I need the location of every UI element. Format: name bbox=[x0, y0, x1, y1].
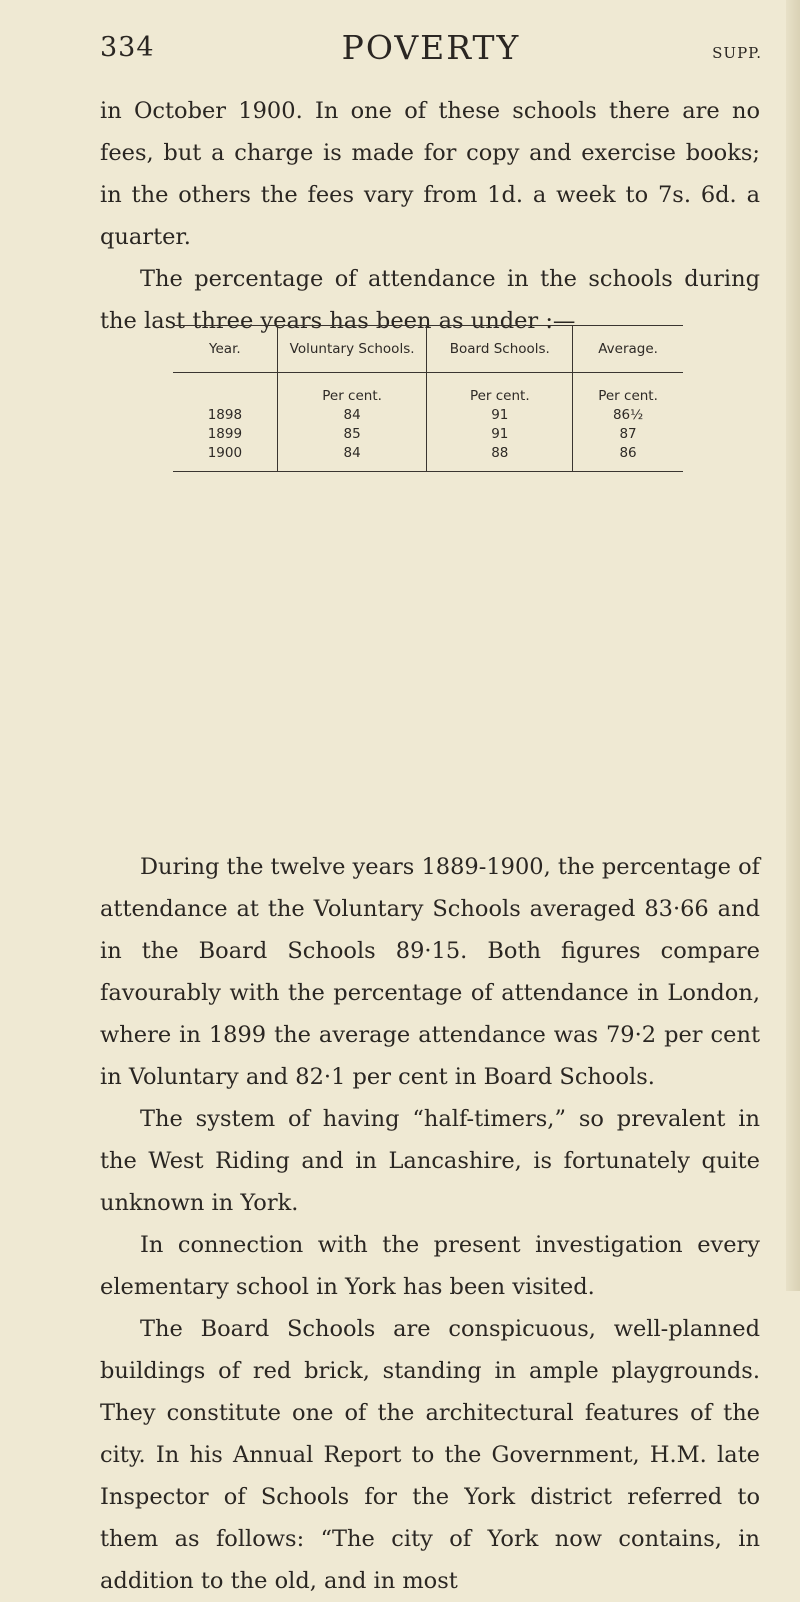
header-board: Board Schools. bbox=[427, 326, 573, 373]
running-title: POVERTY bbox=[341, 28, 521, 67]
section-tag: SUPP. bbox=[712, 44, 762, 62]
paragraph-board-schools: The Board Schools are conspicuous, well-planned buildings of red brick, standing in ample playgrounds. They constitute one of the architectural features of the city. In his Annual Report to the Government, H.M. late Inspector of Schools for the York district referred to them as follows: “The city of York now contains, in addition to the old, and in most bbox=[100, 1316, 760, 1594]
table-cell: 87 bbox=[619, 426, 637, 442]
unit-label: Per cent. bbox=[469, 388, 530, 404]
attendance-table-container bbox=[173, 325, 683, 483]
page-number: 334 bbox=[100, 32, 155, 63]
table-cell: 85 bbox=[343, 426, 361, 442]
header-average: Average. bbox=[573, 326, 683, 373]
header-year: Year. bbox=[173, 326, 277, 373]
table-cell: 1900 bbox=[207, 445, 243, 461]
unit-label: Per cent. bbox=[322, 388, 382, 404]
table-cell: 1899 bbox=[207, 426, 243, 442]
paragraph-attendance-intro: The percentage of attendance in the schools during the last three years has been as under :— bbox=[100, 266, 760, 334]
table-cell: 1898 bbox=[207, 407, 243, 423]
page-edge-shadow bbox=[786, 0, 800, 1291]
table-cell: 86 bbox=[619, 445, 637, 461]
text-block-bottom bbox=[100, 846, 760, 1602]
text-block-top bbox=[100, 90, 760, 342]
table-cell: 91 bbox=[491, 426, 509, 442]
attendance-table bbox=[173, 325, 683, 472]
board-column bbox=[427, 373, 573, 472]
header-voluntary: Voluntary Schools. bbox=[277, 326, 427, 373]
voluntary-column bbox=[277, 373, 427, 472]
table-header-row bbox=[173, 326, 683, 373]
page-header bbox=[100, 28, 762, 72]
paragraph-fees: in October 1900. In one of these schools there are no fees, but a charge is made for copy and exercise books; in the others the fees vary from 1d. a week to 7s. 6d. a quarter. bbox=[100, 98, 760, 250]
table-cell: 86½ bbox=[612, 407, 644, 423]
unit-label: Per cent. bbox=[598, 388, 658, 404]
paragraph-twelve-years: During the twelve years 1889-1900, the percentage of attendance at the Voluntary Schools averaged 83·66 and in the Board Schools 89·15. Both figures compare favourably with the percentage of attendance in London, where in 1899 the average attendance was 79·2 per cent in Voluntary and 82·1 per cent in Board Schools. bbox=[100, 854, 760, 1090]
paragraph-half-timers: The system of having “half-timers,” so prevalent in the West Riding and in Lancashire, is fortunately quite unknown in York. bbox=[100, 1106, 760, 1216]
paragraph-investigation: In connection with the present investigation every elementary school in York has been visited. bbox=[100, 1232, 760, 1300]
table-cell: 91 bbox=[491, 407, 509, 423]
table-cell: 84 bbox=[343, 445, 361, 461]
table-cell: 84 bbox=[343, 407, 361, 423]
average-column bbox=[573, 373, 683, 472]
table-cell: 88 bbox=[491, 445, 509, 461]
year-column bbox=[173, 373, 277, 472]
table-body-row bbox=[173, 373, 683, 472]
